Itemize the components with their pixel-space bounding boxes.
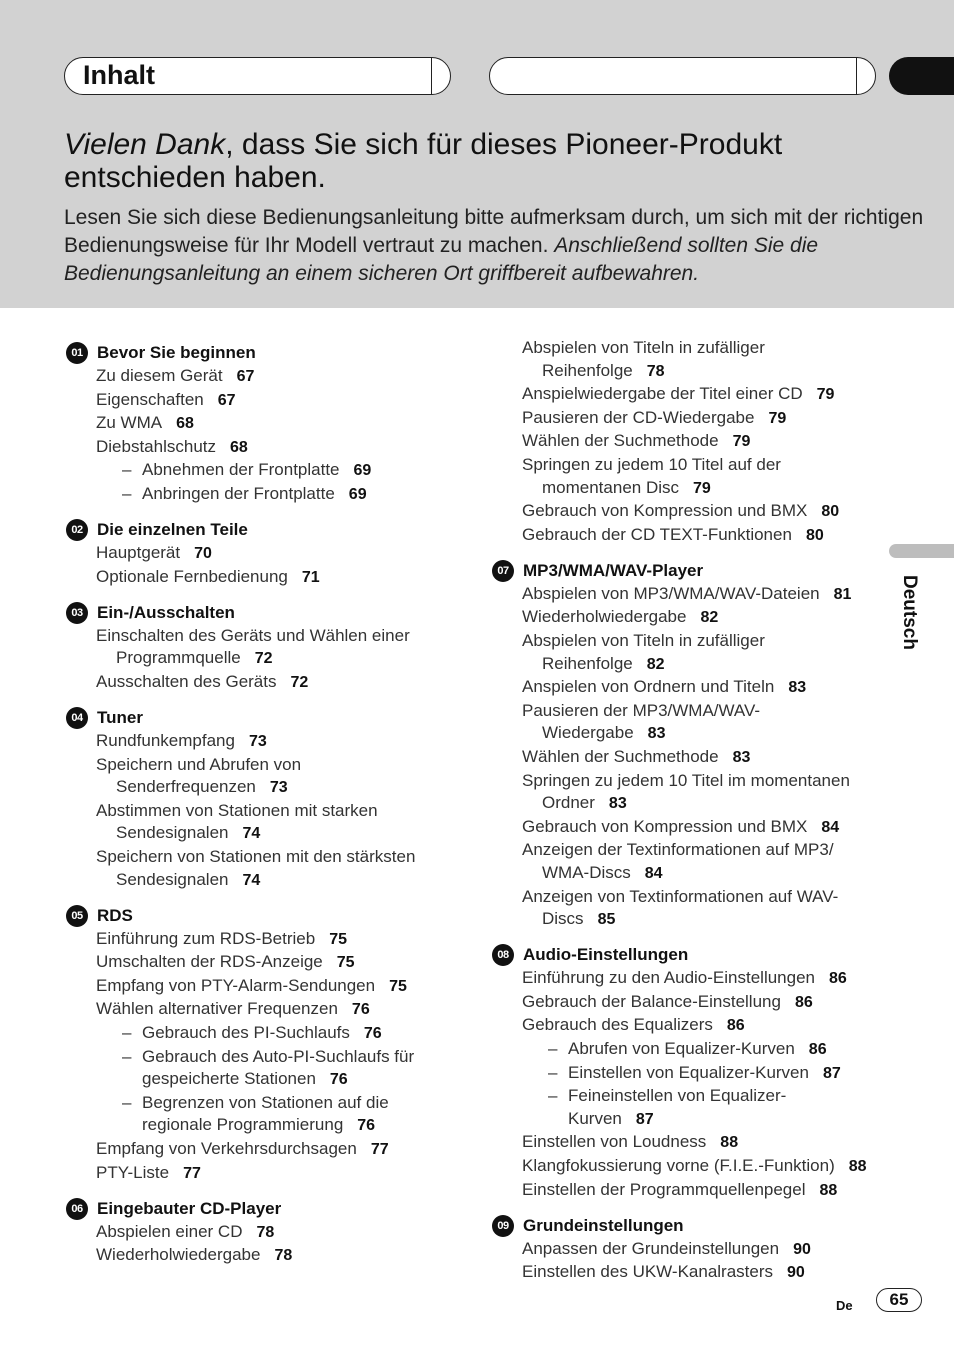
toc-page-number: 82 <box>700 609 719 627</box>
footer-language: De <box>836 1298 853 1313</box>
toc-page-number: 78 <box>274 1247 293 1265</box>
toc-entry-text: Anbringen der Frontplatte <box>142 483 335 503</box>
toc-section-header <box>64 340 444 365</box>
toc-page-number: 78 <box>646 362 665 380</box>
toc-entry-text: Einstellen des UKW-Kanalrasters <box>522 1262 774 1282</box>
toc-page-number: 72 <box>254 650 273 668</box>
toc-entry <box>64 800 444 846</box>
toc-entry-continuation: Reihenfolge <box>542 360 633 380</box>
toc-entry <box>64 754 444 800</box>
toc-entry-text: Eigenschaften <box>96 389 204 409</box>
toc-entry-text: Speichern von Stationen mit den stärksten <box>96 847 416 866</box>
section-number-badge: 09 <box>492 1215 514 1237</box>
language-tab-bar <box>889 544 954 558</box>
toc-entry-text: Feineinstellen von Equalizer- <box>568 1086 787 1106</box>
toc-page-number: 88 <box>848 1158 867 1175</box>
toc-entry <box>490 991 880 1015</box>
dash-marker: – <box>548 1086 558 1106</box>
toc-entry-text: Klangfokussierung vorne (F.I.E.-Funktion) <box>522 1156 835 1175</box>
dash-marker: – <box>122 1023 132 1043</box>
toc-entry <box>490 430 880 454</box>
toc-entry-text: Optionale Fernbedienung <box>96 566 288 586</box>
page-number: 65 <box>876 1288 922 1312</box>
toc-entry-text: Abspielen von Titeln in zufälliger <box>522 338 765 357</box>
toc-page-number: 83 <box>647 725 666 743</box>
toc-page-number: 88 <box>720 1134 739 1152</box>
intro-paragraph <box>64 204 924 288</box>
section-tab-inhalt <box>64 57 451 95</box>
toc-entry-text: Wählen der Suchmethode <box>522 431 719 451</box>
toc-entry <box>64 436 444 460</box>
toc-page-number: 70 <box>194 545 212 563</box>
toc-page-number: 72 <box>290 673 309 691</box>
toc-page-number: 75 <box>389 977 407 995</box>
toc-entry <box>490 1038 880 1062</box>
toc-entry-text: Zu WMA <box>96 413 163 433</box>
toc-section <box>64 903 444 1186</box>
toc-page-number: 82 <box>646 655 665 673</box>
toc-section-title: Die einzelnen Teile <box>97 520 248 540</box>
toc-entry-text: Gebrauch von Kompression und BMX <box>522 816 808 836</box>
toc-entry <box>490 583 880 607</box>
toc-entry-text: Anpassen der Grundeinstellungen <box>522 1238 780 1258</box>
toc-entry <box>64 412 444 436</box>
toc-section <box>64 517 444 589</box>
toc-entry <box>64 1244 444 1268</box>
toc-page-number: 90 <box>787 1264 805 1282</box>
toc-section <box>490 558 880 932</box>
toc-entry <box>490 886 880 932</box>
toc-entry-text: Ausschalten des Geräts <box>96 671 277 691</box>
tab-divider <box>856 58 857 94</box>
toc-entry-text: Empfang von Verkehrsdurchsagen <box>96 1139 357 1159</box>
toc-page-number: 83 <box>788 679 807 697</box>
toc-page-number: 76 <box>351 1001 370 1019</box>
toc-entry-continuation: Programmquelle <box>116 648 241 668</box>
toc-section <box>64 1196 444 1268</box>
toc-entry <box>490 967 880 991</box>
toc-entry-continuation: Reihenfolge <box>542 653 633 673</box>
toc-entry <box>64 928 444 952</box>
toc-entry-text: Wiederholwiedergabe <box>96 1245 261 1265</box>
toc-section-header <box>490 558 880 583</box>
section-title: Inhalt <box>83 60 155 90</box>
toc-entry-text: Springen zu jedem 10 Titel im momentanen <box>522 770 850 790</box>
headline-italic: Vielen Dank <box>64 128 226 161</box>
toc-page-number: 78 <box>256 1223 275 1241</box>
toc-section-title: Ein-/Ausschalten <box>97 602 235 622</box>
tab-divider <box>431 58 432 94</box>
toc-left-column <box>64 340 444 1278</box>
intro-italic: Anschließend sollten Sie die Bedienungsanleitung an einem sicheren Ort griffbereit aufbewahren. <box>64 234 819 285</box>
section-number-badge: 01 <box>66 342 88 364</box>
toc-entry-text: Abstimmen von Stationen mit starken <box>96 800 378 820</box>
toc-entry-text: Anzeigen von Textinformationen auf WAV- <box>522 886 839 906</box>
toc-page-number: 71 <box>301 568 320 586</box>
toc-section-header <box>490 942 880 967</box>
toc-entry <box>64 951 444 975</box>
toc-page-number: 86 <box>808 1041 827 1059</box>
toc-entry-continuation: Kurven <box>568 1108 622 1128</box>
toc-entry <box>64 975 444 999</box>
toc-entry <box>64 1221 444 1245</box>
toc-section <box>64 600 444 695</box>
toc-entry <box>64 730 444 754</box>
toc-section-title: Grundeinstellungen <box>523 1215 684 1235</box>
toc-continued-entries <box>490 337 880 547</box>
toc-page-number: 69 <box>353 462 372 480</box>
toc-entry-text: Anspielen von Ordnern und Titeln <box>522 677 775 697</box>
toc-page-number: 86 <box>829 970 847 988</box>
toc-entry-text: Anzeigen der Textinformationen auf MP3/ <box>522 840 834 860</box>
toc-page-number: 86 <box>794 993 813 1011</box>
toc-page-number: 74 <box>242 825 261 843</box>
toc-entry <box>490 454 880 500</box>
toc-page-number: 74 <box>242 871 261 889</box>
toc-entry-text: Pausieren der MP3/WMA/WAV- <box>522 700 761 720</box>
section-number-badge: 02 <box>66 519 88 541</box>
toc-page-number: 87 <box>822 1064 841 1082</box>
toc-entry <box>64 625 444 671</box>
toc-page-number: 90 <box>793 1240 811 1258</box>
headline <box>64 128 924 194</box>
toc-page-number: 76 <box>363 1025 382 1043</box>
toc-entry-text: Gebrauch des Auto-PI-Suchlaufs für <box>142 1046 415 1066</box>
toc-entry-text: Umschalten der RDS-Anzeige <box>96 952 323 972</box>
toc-entry-text: Einstellen von Loudness <box>522 1132 707 1152</box>
toc-entry <box>64 1092 444 1138</box>
toc-entry-continuation: gespeicherte Stationen <box>142 1069 316 1089</box>
toc-page-number: 68 <box>176 415 194 433</box>
headline-text: , dass Sie sich für dieses Pioneer-Produkt entschieden haben. <box>64 128 783 194</box>
toc-entry-text: Gebrauch von Kompression und BMX <box>522 501 808 521</box>
toc-entry <box>64 1022 444 1046</box>
toc-entry-text: Einführung zu den Audio-Einstellungen <box>522 968 815 988</box>
toc-section <box>64 340 444 507</box>
toc-page-number: 76 <box>357 1117 376 1135</box>
toc-page-number: 75 <box>336 954 355 972</box>
toc-entry <box>64 483 444 507</box>
toc-entry-text: Wählen alternativer Frequenzen <box>96 999 338 1019</box>
toc-entry-text: Gebrauch des PI-Suchlaufs <box>142 1023 350 1043</box>
section-number-badge: 07 <box>492 560 514 582</box>
toc-entry-text: Rundfunkempfang <box>96 731 235 751</box>
toc-entry-continuation: momentanen Disc <box>542 477 680 497</box>
toc-page-number: 85 <box>597 911 616 929</box>
toc-entry-text: Empfang von PTY-Alarm-Sendungen <box>96 975 376 995</box>
toc-entry-continuation: Discs <box>542 909 584 929</box>
toc-page-number: 77 <box>370 1141 389 1159</box>
toc-section-title: Audio-Einstellungen <box>523 945 689 965</box>
toc-entry <box>64 998 444 1022</box>
toc-page-number: 73 <box>248 733 267 751</box>
toc-page-number: 83 <box>608 795 627 813</box>
toc-entry <box>490 1238 880 1262</box>
section-number-badge: 08 <box>492 944 514 966</box>
toc-entry <box>64 1046 444 1092</box>
toc-page-number: 81 <box>833 585 852 603</box>
language-tab <box>898 575 918 665</box>
toc-entry <box>64 1138 444 1162</box>
toc-entry-continuation: WMA-Discs <box>542 862 631 882</box>
toc-entry-text: Abrufen von Equalizer-Kurven <box>568 1039 795 1059</box>
dash-marker: – <box>122 483 132 503</box>
toc-entry <box>490 500 880 524</box>
toc-entry <box>64 1162 444 1186</box>
toc-entry <box>64 846 444 892</box>
toc-entry <box>64 365 444 389</box>
section-tab-blank <box>489 57 876 95</box>
toc-entry <box>490 630 880 676</box>
toc-entry-continuation: Sendesignalen <box>116 869 229 889</box>
toc-page-number: 88 <box>819 1181 838 1199</box>
dash-marker: – <box>548 1062 558 1082</box>
toc-page-number: 69 <box>348 485 367 503</box>
toc-entry <box>490 770 880 816</box>
toc-page-number: 80 <box>821 503 840 521</box>
language-label: Deutsch <box>899 575 920 650</box>
toc-page-number: 75 <box>329 930 348 948</box>
toc-page-number: 83 <box>732 749 751 766</box>
toc-page-number: 68 <box>230 438 248 456</box>
toc-entry <box>64 671 444 695</box>
toc-entry-continuation: Wiedergabe <box>542 723 634 743</box>
toc-entry-continuation: Ordner <box>542 793 595 813</box>
toc-entry-text: Zu diesem Gerät <box>96 366 223 385</box>
toc-entry-text: Springen zu jedem 10 Titel auf der <box>522 454 781 474</box>
intro-text: Lesen Sie sich diese Bedienungsanleitung bitte aufmerksam durch, um sich mit der richtigen Bedienungsweise für Ihr Modell vertraut zu machen. <box>64 206 924 257</box>
toc-page-number: 80 <box>805 526 824 544</box>
dash-marker: – <box>122 460 132 480</box>
toc-section-title: RDS <box>97 905 133 925</box>
toc-entry <box>490 1085 880 1131</box>
toc-section <box>64 705 444 892</box>
toc-entry <box>490 839 880 885</box>
toc-entry-text: Wählen der Suchmethode <box>522 747 719 766</box>
toc-entry <box>490 524 880 548</box>
dash-marker: – <box>122 1046 132 1066</box>
toc-entry <box>64 566 444 590</box>
toc-page-number: 79 <box>693 479 711 497</box>
toc-page-number: 67 <box>217 391 236 409</box>
toc-page-number: 84 <box>821 818 840 836</box>
toc-entry-text: Abnehmen der Frontplatte <box>142 460 340 480</box>
toc-section-title: MP3/WMA/WAV-Player <box>523 560 704 580</box>
toc-entry-text: Abspielen einer CD <box>96 1221 243 1241</box>
toc-entry-text: Gebrauch des Equalizers <box>522 1015 713 1035</box>
toc-page-number: 73 <box>269 779 288 797</box>
toc-entry-continuation: Sendesignalen <box>116 823 229 843</box>
toc-page-number: 77 <box>183 1164 201 1182</box>
toc-page-number: 84 <box>644 864 663 882</box>
toc-entry <box>64 542 444 566</box>
toc-section <box>490 942 880 1202</box>
toc-section-header <box>64 600 444 625</box>
toc-entry <box>490 816 880 840</box>
dash-marker: – <box>122 1092 132 1112</box>
toc-entry-text: Abspielen von Titeln in zufälliger <box>522 631 765 651</box>
toc-entry <box>490 676 880 700</box>
toc-entry-text: Gebrauch der CD TEXT-Funktionen <box>522 524 792 544</box>
section-number-badge: 03 <box>66 602 88 624</box>
toc-entry <box>64 459 444 483</box>
section-number-badge: 06 <box>66 1198 88 1220</box>
toc-entry <box>490 1261 880 1285</box>
toc-entry <box>490 407 880 431</box>
toc-entry-text: Einstellen der Programmquellenpegel <box>522 1179 806 1199</box>
toc-entry <box>490 1155 880 1179</box>
toc-section <box>490 1213 880 1285</box>
toc-section-header <box>64 705 444 730</box>
toc-entry <box>64 389 444 413</box>
toc-entry-continuation: regionale Programmierung <box>142 1115 344 1135</box>
toc-entry-text: Einführung zum RDS-Betrieb <box>96 928 316 948</box>
toc-entry <box>490 337 880 383</box>
section-number-badge: 04 <box>66 707 88 729</box>
toc-entry-text: Anspielwiedergabe der Titel einer CD <box>522 384 803 404</box>
toc-page-number: 86 <box>726 1017 745 1035</box>
toc-entry <box>490 606 880 630</box>
toc-page-number: 79 <box>768 409 787 427</box>
toc-entry <box>490 1131 880 1155</box>
toc-page-number: 67 <box>236 368 255 385</box>
toc-section-title: Bevor Sie beginnen <box>97 343 256 362</box>
section-number-badge: 05 <box>66 905 88 927</box>
toc-entry <box>490 746 880 770</box>
toc-section-header <box>490 1213 880 1238</box>
toc-entry-text: Abspielen von MP3/WMA/WAV-Dateien <box>522 583 820 603</box>
toc-page-number: 76 <box>329 1071 348 1089</box>
chapter-marker-tab <box>889 57 954 95</box>
toc-entry-text: Gebrauch der Balance-Einstellung <box>522 991 781 1011</box>
toc-section-title: Eingebauter CD-Player <box>97 1198 282 1218</box>
toc-entry-text: Speichern und Abrufen von <box>96 754 302 774</box>
toc-entry-continuation: Senderfrequenzen <box>116 777 256 797</box>
toc-entry-text: Pausieren der CD-Wiedergabe <box>522 407 755 427</box>
toc-entry <box>490 383 880 407</box>
toc-entry-text: Wiederholwiedergabe <box>522 607 687 627</box>
toc-section-title: Tuner <box>97 708 143 728</box>
toc-right-column <box>490 337 880 1295</box>
toc-entry <box>490 1179 880 1203</box>
toc-entry-text: Hauptgerät <box>96 543 181 563</box>
dash-marker: – <box>548 1039 558 1059</box>
toc-entry-text: Diebstahlschutz <box>96 436 217 456</box>
toc-entry-text: Einstellen von Equalizer-Kurven <box>568 1062 809 1082</box>
toc-page-number: 87 <box>635 1110 654 1128</box>
toc-entry <box>490 700 880 746</box>
toc-section-header <box>64 517 444 542</box>
toc-section-header <box>64 903 444 928</box>
toc-entry-text: Begrenzen von Stationen auf die <box>142 1092 389 1112</box>
toc-section-header <box>64 1196 444 1221</box>
toc-page-number: 79 <box>732 433 751 451</box>
toc-entry-text: Einschalten des Geräts und Wählen einer <box>96 625 410 645</box>
toc-entry <box>490 1014 880 1038</box>
toc-entry-text: PTY-Liste <box>96 1162 170 1182</box>
toc-page-number: 79 <box>816 386 835 404</box>
toc-entry <box>490 1062 880 1086</box>
